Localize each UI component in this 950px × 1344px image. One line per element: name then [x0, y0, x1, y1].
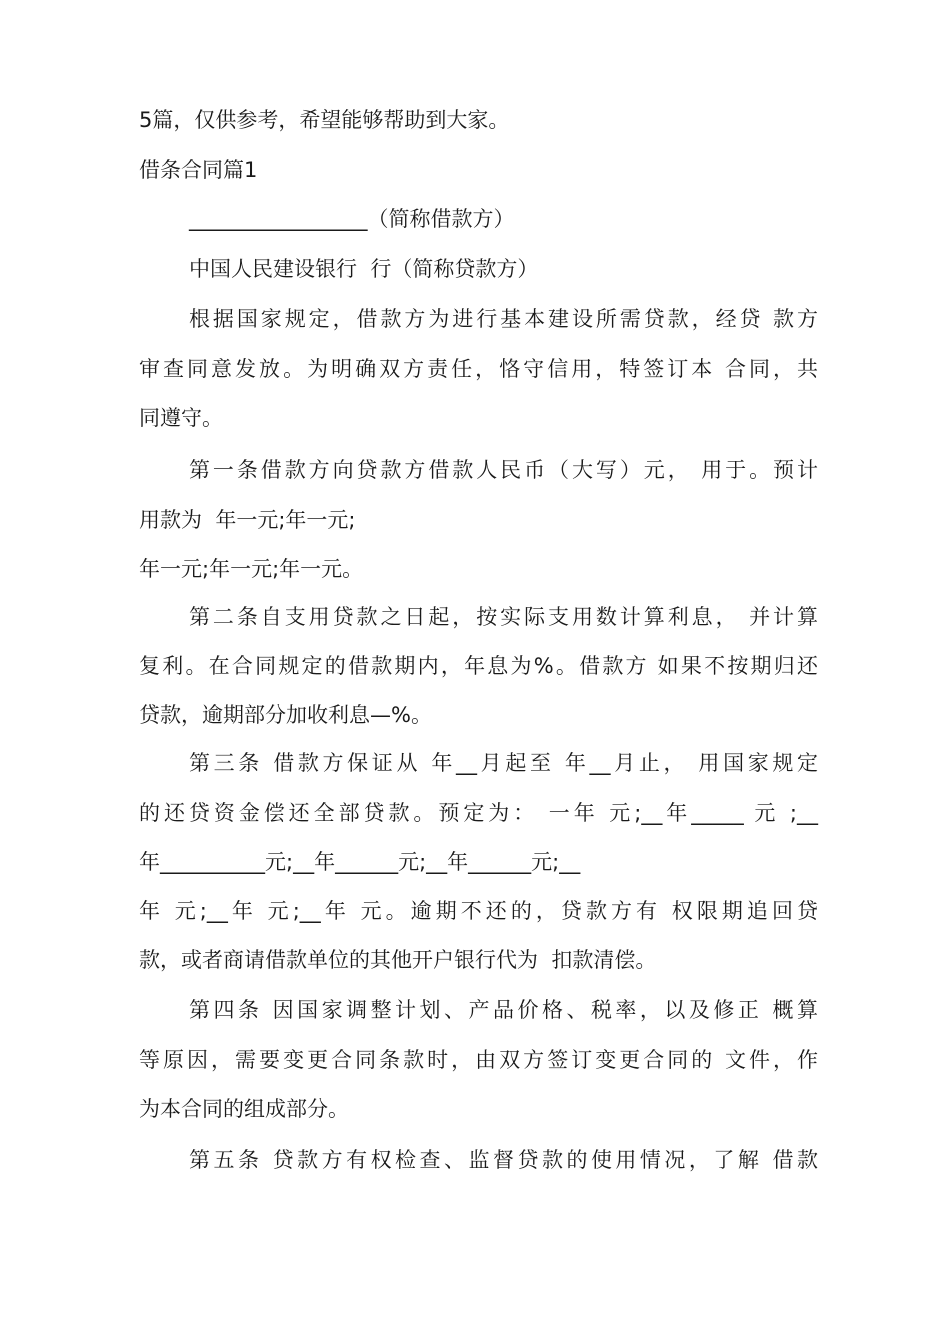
preamble-line-1: 根据国家规定，借款方为进行基本建设所需贷款，经贷 款方: [189, 307, 818, 331]
borrower-line: _________________（简称借款方）: [189, 207, 515, 231]
article-1-line-2: 用款为 年一元;年一元;: [139, 508, 356, 532]
article-3-line-2: 的还贷资金偿还全部贷款。预定为： 一年 元;__年_____ 元 ;__: [139, 801, 818, 825]
section-heading: 借条合同篇1: [139, 158, 258, 182]
article-3-line-3: 年__________元;__年______元;__年______元;__: [139, 850, 581, 874]
article-3-line-5: 款，或者商请借款单位的其他开户银行代为 扣款清偿。: [139, 948, 657, 972]
article-3-line-4: 年 元;__年 元;__年 元。逾期不还的，贷款方有 权限期追回贷: [139, 899, 818, 923]
article-1-line-1: 第一条借款方向贷款方借款人民币（大写）元， 用于。预计: [189, 458, 818, 482]
article-2-line-2: 复利。在合同规定的借款期内，年息为%。借款方 如果不按期归还: [139, 654, 818, 678]
article-4-line-3: 为本合同的组成部分。: [139, 1097, 349, 1121]
article-2-line-1: 第二条自支用贷款之日起，按实际支用数计算利息， 并计算: [189, 605, 818, 629]
article-1-line-3: 年一元;年一元;年一元。: [139, 557, 364, 581]
article-3-line-1: 第三条 借款方保证从 年__月起至 年__月止， 用国家规定: [189, 751, 818, 775]
intro-line: 5篇，仅供参考，希望能够帮助到大家。: [139, 108, 510, 132]
article-5-line-1: 第五条 贷款方有权检查、监督贷款的使用情况，了解 借款: [189, 1148, 818, 1172]
article-4-line-2: 等原因，需要变更合同条款时，由双方签订变更合同的 文件，作: [139, 1048, 818, 1072]
preamble-line-2: 审查同意发放。为明确双方责任，恪守信用，特签订本 合同，共: [139, 357, 818, 381]
lender-line: 中国人民建设银行 行（简称贷款方）: [189, 257, 539, 281]
preamble-line-3: 同遵守。: [139, 406, 223, 430]
article-2-line-3: 贷款，逾期部分加收利息—%。: [139, 703, 432, 727]
article-4-line-1: 第四条 因国家调整计划、产品价格、税率，以及修正 概算: [189, 998, 818, 1022]
